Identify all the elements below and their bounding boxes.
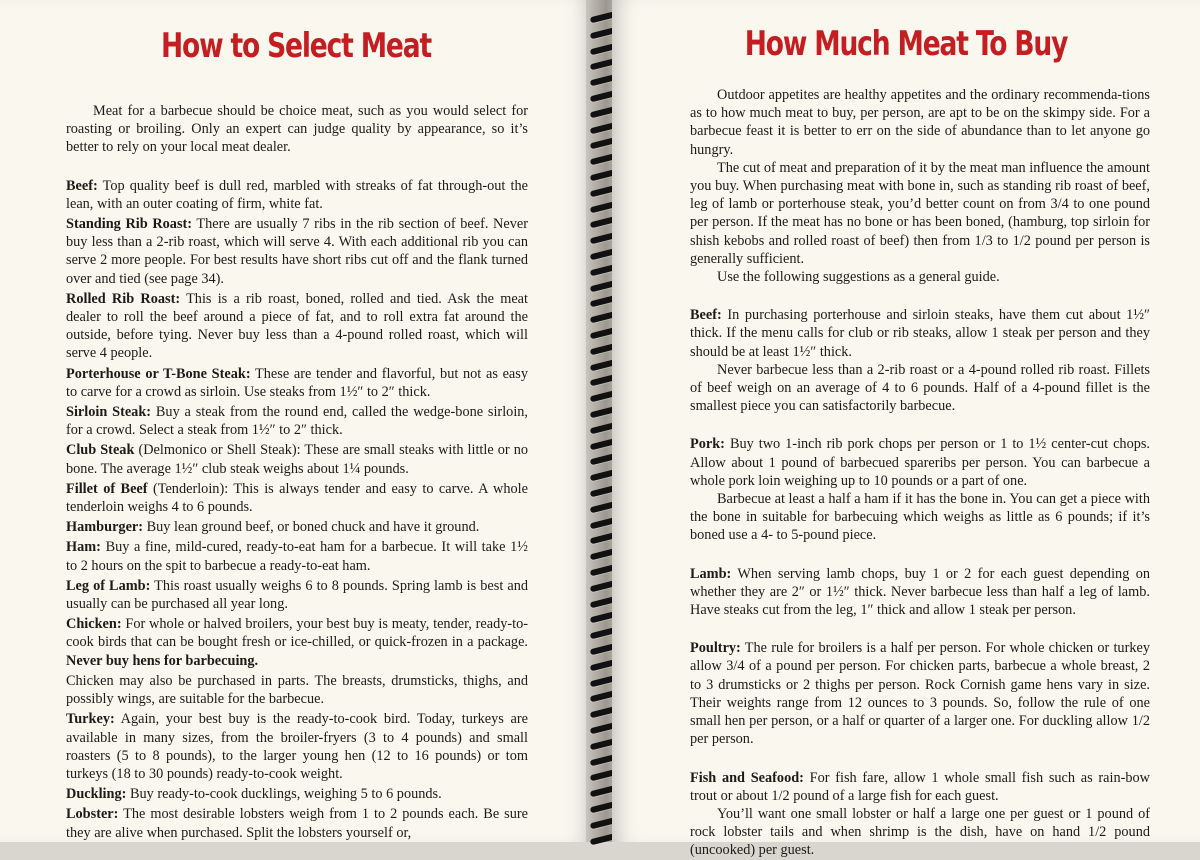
pork-amount-entry [690,435,1150,490]
fillet-entry [66,480,528,516]
beef-amount-entry [690,306,1150,361]
leg-of-lamb-text: This roast usually weighs 6 to 8 pounds. Spring lamb is best and usually can be purchased all year long. [66,577,528,613]
fillet-text: (Tenderloin): This is always tender and easy to carve. A whole tenderloin weighs 4 to 6 pounds. [66,480,529,516]
beef-term: Beef: [66,177,98,194]
standing-rib-entry [66,215,528,288]
turkey-term: Turkey: [66,711,115,728]
fish-amount-text: For fish fare, allow 1 whole small fish such as rain-bow trout or about 1/2 pound of a large fish for each guest. [690,769,1150,804]
left-body-text [66,102,528,842]
sirloin-term: Sirloin Steak: [66,404,152,421]
right-page [612,0,1200,859]
ham-text: Buy a fine, mild-cured, ready-to-eat ham for a barbecue. It will take 1½ to 2 hours on the spit to barbecue a ready-to-eat ham. [66,539,528,574]
fish-amount-term: Fish and Seafood: [690,769,804,786]
rolled-rib-entry [66,290,528,363]
lamb-amount-text: When serving lamb chops, buy 1 or 2 for each guest depending on whether they are 2″ or 1½″ thick. Never barbecue less than half a leg of lamb. Have steaks cut from the leg, 1″ thick and allow 1 steak per person. [690,565,1150,619]
sirloin-entry [66,403,528,439]
hamburger-text: Buy lean ground beef, or boned chuck and have it ground. [146,519,480,536]
leg-of-lamb-term: Leg of Lamb: [66,577,151,594]
porterhouse-text: These are tender and flavorful, but not as easy to carve for a crowd as sirloin. Use steaks from 1½″ to 2″ thick. [66,365,528,400]
beef-amount-term: Beef: [690,307,722,324]
club-steak-text: (Delmonico or Shell Steak): These are small steaks with little or no bone. The average 1½″ club steak weighs about 1¼ pounds. [66,442,529,477]
standing-rib-text: There are usually 7 ribs in the rib section of beef. Never buy less than a 2-rib roast, which will serve 4. With each additional rib you can serve 2 more people. For best results have short ribs cut off and the flank turned over and tied (see page 34). [66,216,528,287]
leg-of-lamb-entry [66,577,528,613]
lamb-amount-entry [690,565,1150,620]
pork-amount-term: Pork: [690,436,725,453]
fish-amount-entry [690,769,1150,805]
intro-paragraph-2: The cut of meat and preparation of it by the meat man influence the amount you buy. When purchasing meat with bone in, such as standing rib roast of beef, leg of lamb or porterhouse steak, you’d better count on from 3/4 to one pound per person. If the meat has no bone or has been boned, (hamburg, top sirloin for shish kebobs and rolled roast of beef) then from 1/3 to 1/2 pound per person is generally sufficient. [690,159,1150,267]
ham-entry [66,538,528,574]
chicken-entry [66,615,528,670]
porterhouse-term: Porterhouse or T-Bone Steak: [66,365,251,382]
intro-paragraph-1: Outdoor appetites are healthy appetites and the ordinary recommenda-tions as to how much meat to buy, per person, are apt to be on the skimpy side. For a barbecue feast it is better to err on the side of abundance than to let anyone go hungry. [690,87,1150,158]
lobster-text: The most desirable lobsters weigh from 1 to 2 pounds each. Be sure they are alive when purchased. Split the lobsters yourself or, [66,806,528,841]
right-body-text [690,86,1150,860]
chicken-warning: Never buy hens for barbecuing. [66,652,259,669]
rolled-rib-text: This is a rib roast, boned, rolled and tied. Ask the meat dealer to roll the beef around a piece of fat, and to roll extra fat around the outside, before tying. Never buy less than a 4-pound rolled roast, which will serve 4 people. [66,290,528,362]
chicken-text: For whole or halved broilers, your best buy is meaty, tender, ready-to-cook birds that can be bought fresh or ice-chilled, or quick-frozen in a package. [66,616,529,651]
chicken-term: Chicken: [66,616,122,633]
turkey-text: Again, your best buy is the ready-to-cook bird. Today, turkeys are available in many sizes, from the broiler-fryers (3 to 4 pounds) and small roasters (5 to 8 pounds), to the larger young hen (12 to 16 pounds) or tom turkeys (18 to 30 pounds) ready-to-cook weight. [66,711,528,782]
ham-term: Ham: [66,539,101,556]
chicken-parts-paragraph: Chicken may also be purchased in parts. The breasts, drumsticks, thighs, and possibly wings, are suitable for the barbecue. [66,672,528,708]
fillet-term: Fillet of Beef [66,480,148,497]
standing-rib-term: Standing Rib Roast: [66,216,193,233]
club-steak-entry [66,441,528,477]
left-page [0,0,592,842]
page-title-select-meat: How to Select Meat [161,26,431,66]
beef-amount-text: In purchasing porterhouse and sirloin steaks, have them cut about 1½″ thick. If the menu calls for club or rib steaks, allow 1 steak per person and they should be at least 1½″ thick. [690,307,1150,360]
porterhouse-entry [66,365,528,401]
sirloin-text: Buy a steak from the round end, called the wedge-bone sirloin, for a crowd. Select a steak from 1½″ to 2″ thick. [66,404,529,439]
beef-amount-paragraph-2: Never barbecue less than a 2-rib roast or a 4-pound rolled rib roast. Fillets of beef weigh on an average of 4 to 6 pounds. Half of a 4-pound fillet is the smallest piece you can satisfactorily barbecue. [690,361,1150,415]
poultry-amount-entry [690,639,1150,748]
duckling-term: Duckling: [66,786,127,803]
intro-paragraph-3: Use the following suggestions as a general guide. [717,269,1000,286]
beef-text: Top quality beef is dull red, marbled with streaks of fat through-out the lean, with an outer coating of firm, white fat. [66,177,528,212]
fish-amount-paragraph-2: You’ll want one small lobster or half a large one per guest or 1 pound of rock lobster tails and when shrimp is the dish, have on hand 1/2 pound (uncooked) per guest. [690,805,1150,859]
poultry-amount-text: The rule for broilers is a half per person. For whole chicken or turkey allow 3/4 of a pound per person. For chicken parts, barbecue a whole breast, 2 to 3 drumsticks or 2 thighs per person. Rock Cornish game hens vary in size. Their weights range from 12 ounces to 3 pounds. So, follow the rule of one small hen per person, or a half or quarter of a larger one. For duckling allow 1/2 per person. [690,640,1150,748]
hamburger-term: Hamburger: [66,519,144,536]
turkey-entry [66,710,528,783]
page-title-how-much-meat: How Much Meat To Buy [744,24,1068,64]
club-steak-term: Club Steak [66,442,135,459]
rolled-rib-term: Rolled Rib Roast: [66,290,181,307]
lobster-term: Lobster: [66,806,119,823]
intro-paragraph: Meat for a barbecue should be choice meat, such as you would select for roasting or broiling. Only an expert can judge quality by appearance, so it’s better to rely on your local meat dealer. [66,103,528,156]
pork-amount-paragraph-2: Barbecue at least a half a ham if it has the bone in. You can get a piece with the bone in suitable for barbecuing which weighs as little as 6 pounds; if it’s boned use a 4- to 5-pound piece. [690,491,1150,544]
lamb-amount-term: Lamb: [690,565,732,582]
hamburger-entry [66,518,528,536]
duckling-entry [66,785,528,803]
pork-amount-text: Buy two 1-inch rib pork chops per person or 1 to 1½ center-cut chops. Allow about 1 pound of barbecued spareribs per person. You can barbecue a whole pork loin weighing up to 10 pounds or a part of one. [690,436,1151,489]
lobster-entry [66,805,528,841]
beef-entry [66,177,528,213]
poultry-amount-term: Poultry: [690,640,741,657]
duckling-text: Buy ready-to-cook ducklings, weighing 5 to 6 pounds. [129,786,442,803]
